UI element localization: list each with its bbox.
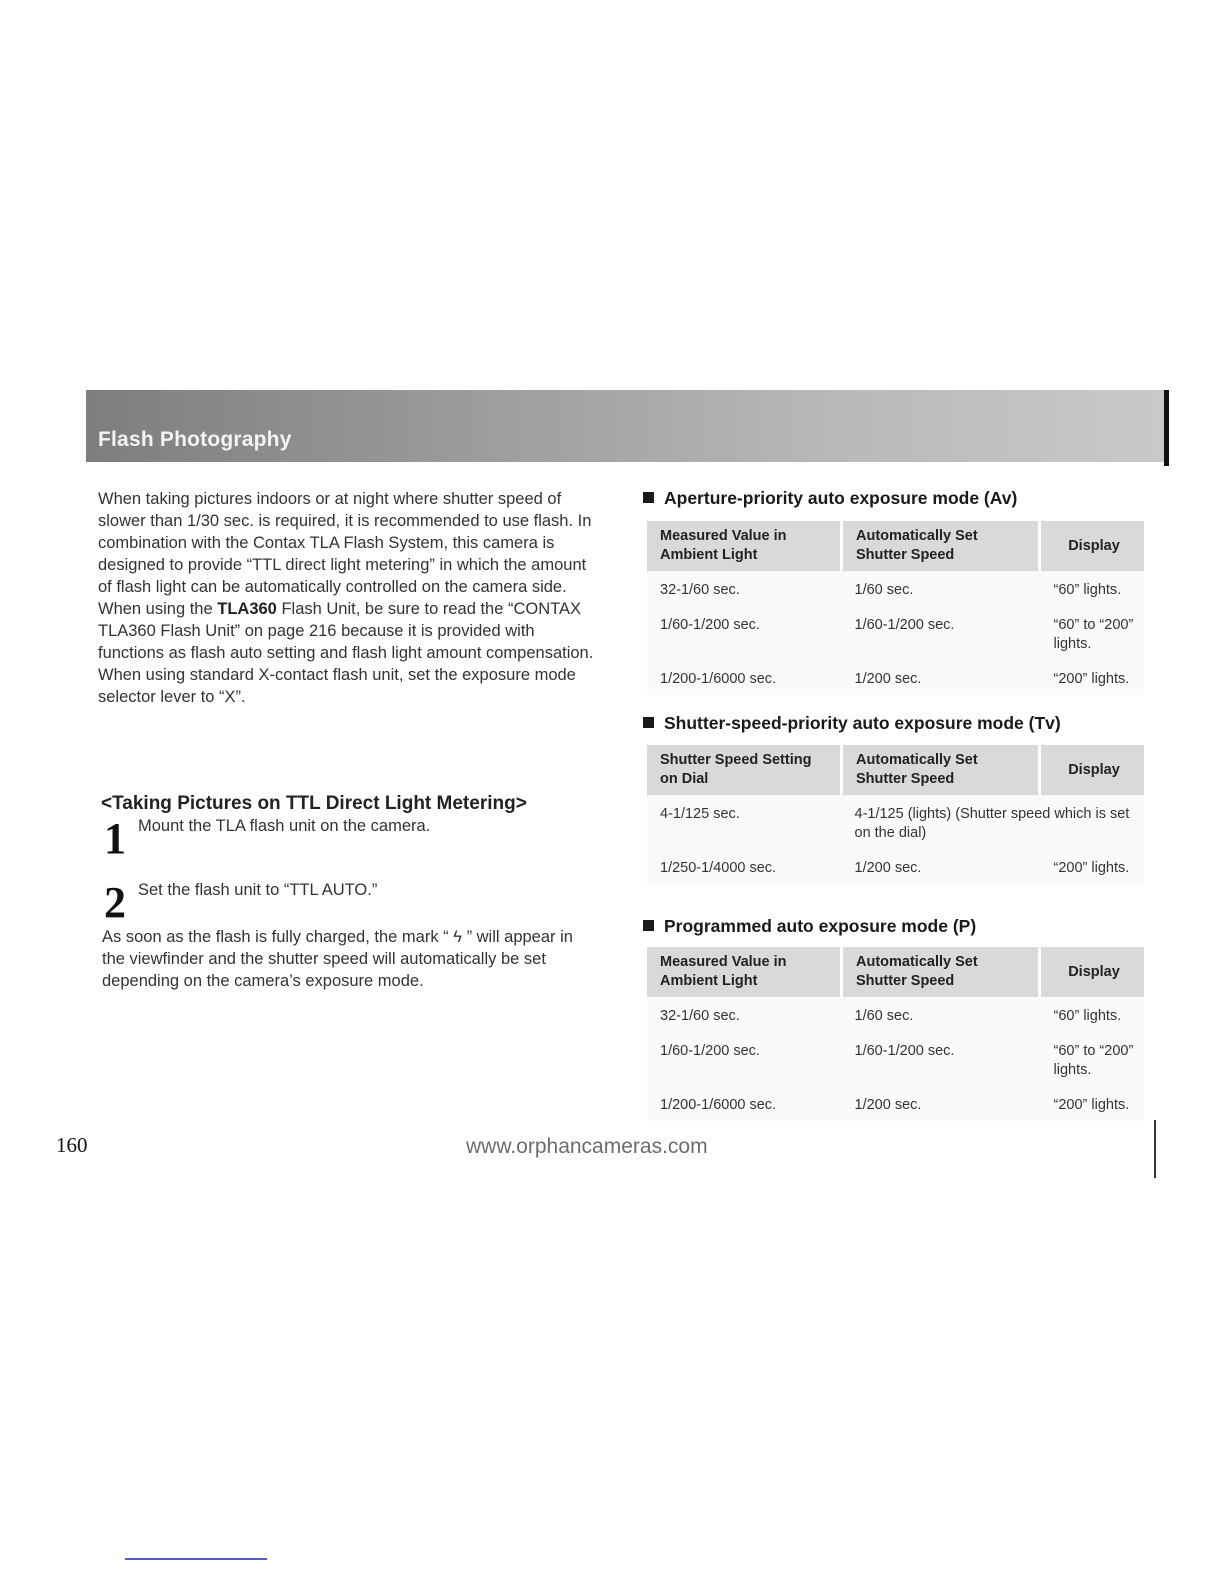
table-row [647, 1086, 1144, 1121]
table-header-row [647, 745, 1144, 795]
table-row [647, 997, 1144, 1032]
col-header: Display [1040, 521, 1145, 571]
intro-paragraph-3: When using standard X-contact flash unit, set the exposure mode selector lever to “X”. [98, 666, 576, 706]
table-cell: 4-1/125 (lights) (Shutter speed which is set on the dial) [842, 795, 1145, 849]
table-cell: 32-1/60 sec. [647, 997, 842, 1032]
step-number: 1 [104, 814, 126, 863]
table-cell: 1/60-1/200 sec. [647, 606, 842, 660]
intro-paragraph-1: When taking pictures indoors or at night where shutter speed of slower than 1/30 sec. is required, it is recommended to use flash. In combination with the Contax TLA Flash System, this camera is designed to provide “TTL direct light metering” in which the amount of flash light can be automatically controlled on the camera side. [98, 490, 592, 596]
section-title: Flash Photography [98, 428, 292, 451]
col-header: Automatically Set Shutter Speed [842, 521, 1040, 571]
table-cell: 1/200 sec. [842, 660, 1040, 695]
table-cell: “200” lights. [1040, 660, 1145, 695]
table-cell: 1/60-1/200 sec. [842, 1032, 1040, 1086]
av-section-title: Aperture-priority auto exposure mode (Av) [643, 488, 1017, 509]
step-text: Mount the TLA flash unit on the camera. [138, 817, 431, 835]
table-cell: “200” lights. [1040, 849, 1145, 884]
col-header: Measured Value in Ambient Light [647, 521, 842, 571]
intro-paragraph-2 [98, 598, 598, 664]
table-cell: 32-1/60 sec. [647, 571, 842, 606]
table-cell: “200” lights. [1040, 1086, 1145, 1121]
table-cell: 1/200-1/6000 sec. [647, 660, 842, 695]
table-cell: 4-1/125 sec. [647, 795, 842, 849]
table-cell: 1/200 sec. [842, 1086, 1040, 1121]
footer-link-underline [125, 1558, 267, 1560]
p-section-title: Programmed auto exposure mode (P) [643, 916, 976, 937]
page-edge-mark [1164, 390, 1169, 466]
col-header: Measured Value in Ambient Light [647, 947, 842, 997]
table-row [647, 571, 1144, 606]
intro-p2-start: When using the [98, 600, 218, 618]
table-header-row [647, 947, 1144, 997]
table-cell: “60” lights. [1040, 571, 1145, 606]
section-header-bar [86, 390, 1164, 462]
step-number: 2 [104, 878, 126, 927]
step-2-detail: As soon as the flash is fully charged, the mark “ ϟ ” will appear in the viewfinder and the shutter speed will automatically be set depending on the camera’s exposure mode. [102, 928, 573, 990]
table-cell: “60” to “200” lights. [1040, 1032, 1145, 1086]
intro-text [98, 488, 598, 708]
table-row [647, 849, 1144, 884]
table-cell: 1/60 sec. [842, 997, 1040, 1032]
table-cell: “60” lights. [1040, 997, 1145, 1032]
table-row [647, 1032, 1144, 1086]
ttl-subheading: <Taking Pictures on TTL Direct Light Metering> [101, 793, 527, 814]
col-header: Display [1040, 745, 1145, 795]
av-table [647, 521, 1144, 695]
table-cell: 1/200-1/6000 sec. [647, 1086, 842, 1121]
table-cell: 1/250-1/4000 sec. [647, 849, 842, 884]
tv-section-title: Shutter-speed-priority auto exposure mode (Tv) [643, 713, 1061, 734]
table-row [647, 795, 1144, 849]
table-cell: 1/60 sec. [842, 571, 1040, 606]
footer-url: www.orphancameras.com [466, 1135, 708, 1158]
col-header: Display [1040, 947, 1145, 997]
col-header: Automatically Set Shutter Speed [842, 947, 1040, 997]
table-cell: 1/60-1/200 sec. [842, 606, 1040, 660]
page-edge-mark-lower [1154, 1120, 1156, 1178]
table-cell: 1/200 sec. [842, 849, 1040, 884]
table-cell: 1/60-1/200 sec. [647, 1032, 842, 1086]
intro-p2-end: Flash Unit, be sure to read the “CONTAX TLA360 Flash Unit” on page 216 because it is provided with functions as flash auto setting and flash light amount compensation. [98, 600, 594, 662]
col-header: Shutter Speed Setting on Dial [647, 745, 842, 795]
page-number: 160 [56, 1133, 88, 1157]
tv-table [647, 745, 1144, 884]
table-cell: “60” to “200” lights. [1040, 606, 1145, 660]
table-row [647, 606, 1144, 660]
step-text: Set the flash unit to “TTL AUTO.” [138, 881, 378, 899]
table-header-row [647, 521, 1144, 571]
intro-p2-model: TLA360 [217, 600, 277, 618]
col-header: Automatically Set Shutter Speed [842, 745, 1040, 795]
table-row [647, 660, 1144, 695]
p-table [647, 947, 1144, 1121]
